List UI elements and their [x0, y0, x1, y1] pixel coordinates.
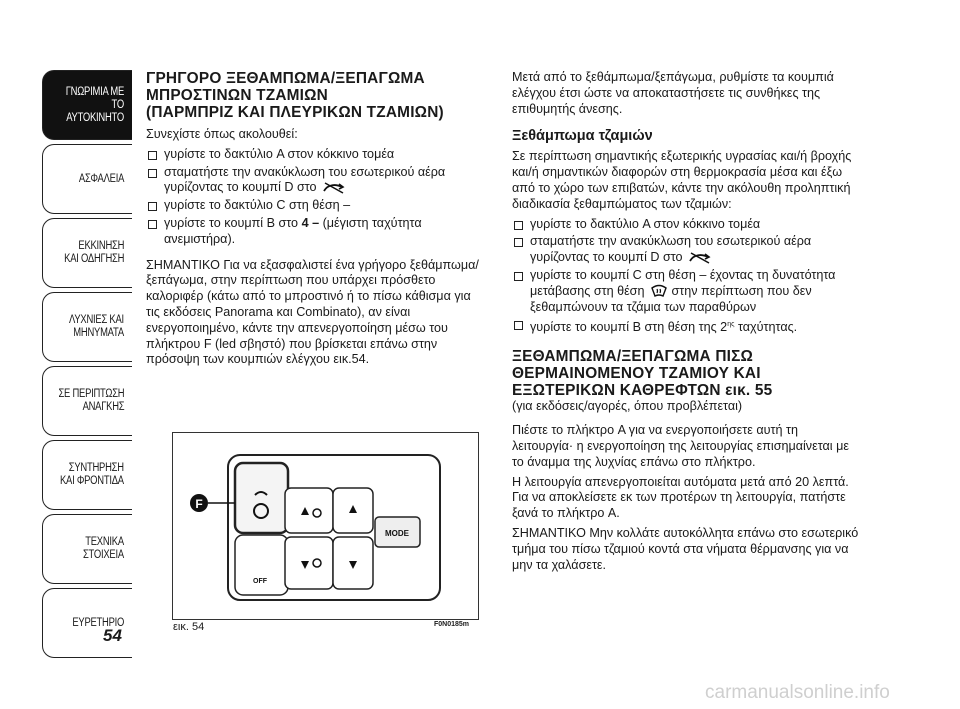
figure-reference: F0N0185m — [434, 621, 470, 628]
list-item — [146, 198, 486, 214]
bold-value: 4 – — [301, 215, 320, 230]
paragraph: Μετά από το ξεθάμπωμα/ξεπάγωμα, ρυθμίστε τα κουμπιά ελέγχου έτσι ώστε να αποκαταστήσετε τις συνθήκες της επιθυμητής άνεσης. — [512, 70, 834, 116]
tab-index[interactable] — [42, 588, 132, 658]
tab-label: ΣΕ ΠΕΡΙΠΤΩΣΗ ΑΝΑΓΚΗΣ — [58, 388, 124, 413]
recirculation-off-icon — [322, 182, 346, 194]
paragraph: Η λειτουργία απενεργοποιείται αυτόματα μετά από 20 λεπτά. Για να αποκλείσετε εκ των προτέρων τη λειτουργία, πατήστε ξανά το πλήκτρο A. — [512, 474, 849, 521]
paragraph: Πιέστε το πλήκτρο A για να ενεργοποιήσετε αυτή τη λειτουργία· η ενεργοποίηση της λειτουργίας επισημαίνεται με το άναμμα της λυχνίας επάνω στο πλήκτρο. — [512, 423, 849, 469]
important-note: ΣΗΜΑΝΤΙΚΟ Για να εξασφαλιστεί ένα γρήγορο ξεθάμπωμα/ ξεπάγωμα, στην περίπτωση που υπάρχει πρόσθετο καλοριφέρ (κάτω από το μπροστινό ή το πίσω κάθισμα για τις εκδόσεις Panorama και Combinato), αν είναι ενεργοποιημένο, κάντε την απενεργοποίηση μέσω του πλήκτρου F (led σβηστό) που βρίσκεται επάνω στην πρόσοψη των κουμπιών ελέγχου εικ.54. — [146, 257, 479, 367]
list-item-text: γυρίστε το δακτύλιο C στη θέση – — [164, 198, 351, 213]
figure-54 — [172, 432, 479, 620]
tab-starting-driving[interactable] — [42, 218, 132, 288]
list-item — [512, 217, 862, 233]
intro-text: Συνεχίστε όπως ακολουθεί: — [146, 127, 298, 141]
tab-label: ΤΕΧΝΙΚΑ ΣΤΟΙΧΕΙΑ — [83, 536, 124, 561]
title-line: ΜΠΡΟΣΤΙΝΩΝ ΤΖΑΜΙΩΝ — [146, 87, 328, 104]
page-number: 54 — [103, 626, 122, 645]
mode-label: MODE — [385, 529, 409, 538]
title-line: ΕΞΩΤΕΡΙΚΩΝ ΚΑΘΡΕΦΤΩΝ εικ. 55 — [512, 382, 773, 400]
tab-label: ΑΣΦΑΛΕΙΑ — [78, 172, 124, 185]
section-title — [512, 348, 862, 399]
tab-safety[interactable] — [42, 144, 132, 214]
tab-getting-to-know[interactable] — [42, 70, 132, 140]
tab-label: ΓΝΩΡΙΜΙΑ ΜΕ ΤΟ ΑΥΤΟΚΙΝΗΤΟ — [65, 85, 124, 124]
list-item-text: σταματήστε την ανακύκλωση του εσωτερικού αέρα γυρίζοντας το κουμπί D στο — [530, 234, 812, 265]
list-item-text: γυρίστε το δακτύλιο A στον κόκκινο τομέα — [164, 146, 395, 161]
list-item — [512, 268, 862, 315]
list-item-text: ταχύτητας. — [737, 320, 798, 335]
paragraph: ΣΗΜΑΝΤΙΚΟ Μην κολλάτε αυτοκόλλητα επάνω στο εσωτερικό τμήμα του πίσω τζαμιού κοντά στα νήματα θέρμανσης για να μην τα χαλάσετε. — [512, 525, 859, 572]
windshield-defrost-icon — [650, 284, 668, 298]
tab-maintenance[interactable] — [42, 440, 132, 510]
tab-label: ΣΥΝΤΗΡΗΣΗ ΚΑΙ ΦΡΟΝΤΙΔΑ — [60, 462, 124, 487]
list-item — [146, 147, 486, 163]
list-item-text: σταματήστε την ανακύκλωση του εσωτερικού αέρα γυρίζοντας το κουμπί D στο — [164, 164, 446, 195]
section-subtitle: (για εκδόσεις/αγορές, όπου προβλέπεται) — [512, 399, 743, 414]
tab-label: ΕΚΚΙΝΗΣΗ ΚΑΙ ΟΔΗΓΗΣΗ — [63, 240, 124, 265]
title-line: (ΠΑΡΜΠΡΙΖ ΚΑΙ ΠΛΕΥΡΙΚΩΝ ΤΖΑΜΙΩΝ) — [146, 104, 444, 121]
subsection-title: Ξεθάμπωμα τζαμιών — [512, 128, 653, 145]
off-label: OFF — [253, 578, 267, 585]
figure-caption: εικ. 54 — [173, 621, 205, 633]
list-item — [512, 234, 862, 266]
paragraph: Σε περίπτωση σημαντικής εξωτερικής υγρασίας και/ή βροχής και/ή σημαντικών διαφορών στη θερμοκρασία μέσα και έξω από το χώρο των επιβατών, κάντε την ακόλουθη προληπτική διαδικασία ξεθαμπώματος των τζαμιών: — [512, 149, 852, 211]
tab-warning-lights[interactable] — [42, 292, 132, 362]
list-item — [512, 317, 862, 336]
title-line: ΞΕΘΑΜΠΩΜΑ/ΞΕΠΑΓΩΜΑ ΠΙΣΩ — [512, 348, 754, 366]
list-item-text: γυρίστε το κουμπί C στη θέση – έχοντας τη δυνατότητα μετάβασης στη θέση — [530, 267, 836, 298]
left-column — [146, 70, 486, 372]
list-item-text: γυρίστε το κουμπί B στο — [164, 215, 299, 230]
section-title — [146, 70, 486, 121]
right-column — [512, 70, 862, 577]
watermark-text: carmanualsonline.info — [705, 682, 890, 703]
control-panel-illustration — [173, 433, 478, 619]
title-line: ΘΕΡΜΑΙΝΟΜΕΝΟΥ ΤΖΑΜΙΟΥ ΚΑΙ — [512, 365, 761, 383]
chapter-tabs — [42, 70, 132, 662]
tab-label: ΕΥΡΕΤΗΡΙΟ — [72, 616, 124, 629]
superscript: ης — [727, 321, 735, 329]
tab-technical-data[interactable] — [42, 514, 132, 584]
tab-label: ΛΥΧΝΙΕΣ ΚΑΙ ΜΗΝΥΜΑΤΑ — [69, 314, 124, 339]
list-item — [146, 216, 486, 248]
list-item-text: (μέγιστη ταχύτητα ανεμιστήρα). — [164, 215, 422, 246]
list-item — [146, 165, 486, 197]
callout-f: F — [195, 497, 203, 511]
watermark — [705, 678, 945, 704]
title-line: ΓΡΗΓΟΡΟ ΞΕΘΑΜΠΩΜΑ/ΞΕΠΑΓΩΜΑ — [146, 70, 425, 87]
list-item-text: γυρίστε το δακτύλιο A στον κόκκινο τομέα — [530, 216, 761, 231]
tab-emergency[interactable] — [42, 366, 132, 436]
list-item-text: γυρίστε το κουμπί B στη θέση της 2 — [530, 320, 728, 335]
recirculation-off-icon — [688, 252, 712, 264]
list-item-text: στην περίπτωση που δεν ξεθαμπώνουν τα τζάμια των παραθύρων — [530, 283, 812, 314]
